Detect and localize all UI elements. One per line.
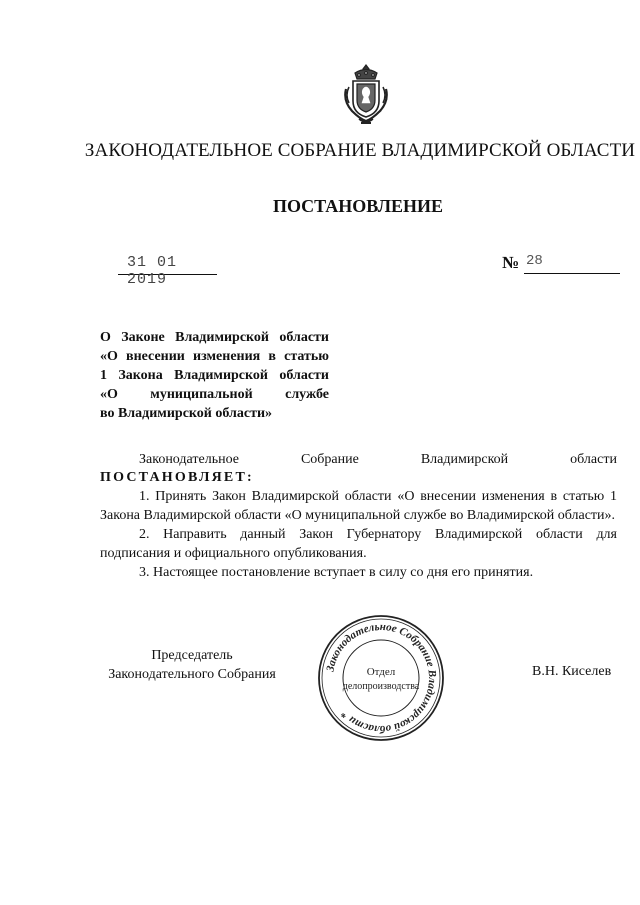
signer-name: В.Н. Киселев [532, 664, 612, 679]
preamble-word: Собрание [300, 452, 359, 467]
seal-ring-text: Законодательное Собрание Владимирской области * [324, 620, 439, 736]
number-underline [524, 273, 620, 274]
preamble-word: Владимирской [420, 452, 509, 467]
date-field [118, 254, 217, 288]
seal-stamp [316, 613, 446, 743]
seal-center-line: Отдел [366, 666, 396, 678]
preamble-word: области [570, 452, 617, 467]
subject-line: во Владимирской области» [100, 406, 273, 421]
subject-line: О Законе Владимирской области [100, 330, 329, 345]
subject-line: 1 Закона Владимирской области [100, 368, 329, 383]
subject-line: «О муниципальной службе [100, 387, 329, 402]
date-value: 31 01 2019 [127, 254, 178, 288]
chair-title [100, 646, 284, 684]
chair-title-line: Председатель [151, 648, 233, 663]
subject-line: «О внесении изменения в статью [100, 349, 329, 364]
number-sign: № [502, 253, 520, 272]
resolution-item: 1. Принять Закон Владимирской области «О внесении изменения в статью 1 Закона Владимирской области «О муниципальной службе во Владимирской области». [100, 489, 617, 523]
resolution-item: 2. Направить данный Закон Губернатору Владимирской области для подписания и официального опубликования. [100, 527, 617, 561]
decree-word: ПОСТАНОВЛЯЕТ: [100, 470, 254, 485]
svg-text:Законодательное Собрание Влади [324, 621, 438, 735]
preamble-word: Законодательное [139, 452, 239, 467]
document-number-value: 28 [526, 253, 543, 269]
seal-center-line: делопроизводства [342, 681, 420, 692]
coat-of-arms-emblem [341, 63, 391, 129]
chair-title-line: Законодательного Собрания [108, 667, 276, 682]
document-type-heading: ПОСТАНОВЛЕНИЕ [272, 196, 444, 216]
resolution-items [100, 487, 617, 582]
preamble [139, 452, 617, 468]
resolution-item: 3. Настоящее постановление вступает в силу со дня его принятия. [139, 565, 534, 580]
organization-title: ЗАКОНОДАТЕЛЬНОЕ СОБРАНИЕ ВЛАДИМИРСКОЙ ОБЛАСТИ [84, 140, 636, 161]
subject-heading [100, 328, 329, 423]
document-number-field [502, 253, 620, 275]
